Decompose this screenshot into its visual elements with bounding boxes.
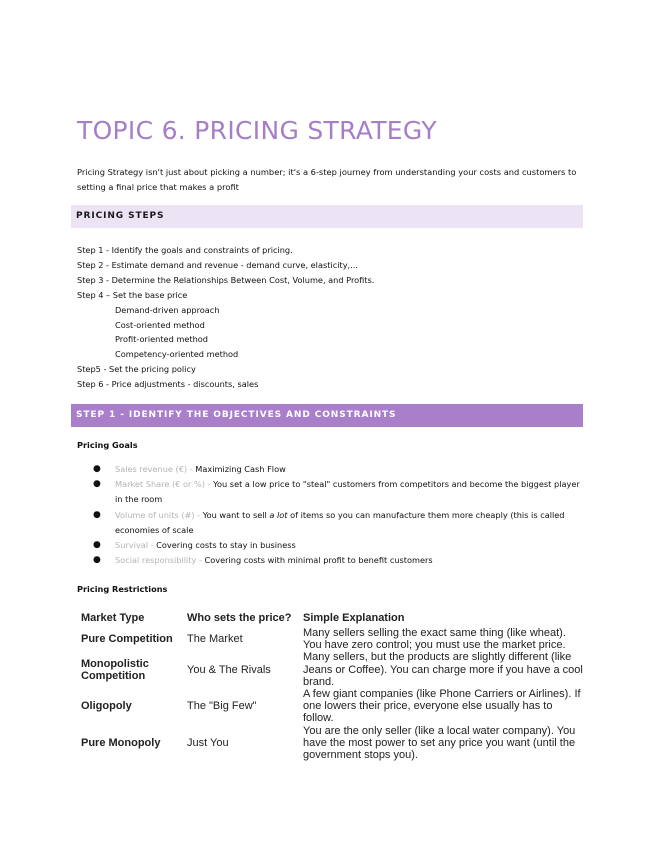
- goal-item: [77, 477, 582, 507]
- table-row: [77, 651, 589, 688]
- goal-term: Sales revenue (€) -: [115, 464, 196, 474]
- table-header-cell: Simple Explanation: [303, 612, 405, 624]
- bullet-icon: ●: [93, 540, 101, 551]
- table-row: [77, 688, 589, 725]
- intro-paragraph: Pricing Strategy isn't just about picking a number; it's a 6-step journey from understanding your costs and customers to setting a final price that makes a profit: [77, 167, 577, 192]
- goal-term: Volume of units (#) -: [115, 509, 203, 520]
- price-setter-cell: You & The Rivals: [187, 663, 271, 676]
- table-header-cell: Who sets the price?: [187, 612, 292, 624]
- market-types-table: [77, 609, 589, 761]
- goal-desc: You want to sell: [202, 509, 270, 520]
- pricing-restrictions-label: Pricing Restrictions: [77, 584, 168, 594]
- step-sub-line: Profit-oriented method: [115, 334, 209, 345]
- goal-term: Survival -: [115, 540, 157, 551]
- section-header-step1: STEP 1 - IDENTIFY THE OBJECTIVES AND CONSTRAINTS: [71, 404, 583, 427]
- pricing-goals-label: Pricing Goals: [77, 440, 138, 450]
- goal-item: [77, 538, 582, 553]
- price-setter-cell: The "Big Few": [187, 700, 257, 713]
- explanation-cell: A few giant companies (like Phone Carriers or Airlines). If one lowers their price, everyone else usually has to follow.: [303, 688, 581, 725]
- goal-item: [77, 462, 582, 477]
- step-line: Step 3 - Determine the Relationships Between Cost, Volume, and Profits.: [77, 274, 375, 285]
- goal-desc: Covering costs with minimal profit to benefit customers: [204, 555, 433, 566]
- explanation-cell: You are the only seller (like a local water company). You have the most power to set any price you want (until the government stops you).: [303, 724, 576, 762]
- step-line: Step 2 - Estimate demand and revenue - demand curve, elasticity,...: [77, 259, 358, 270]
- explanation-cell: Many sellers, but the products are slightly different (like Jeans or Coffee). You can charge more if you have a cool brand.: [303, 651, 583, 688]
- goal-item: [77, 508, 582, 538]
- page-title: TOPIC 6. PRICING STRATEGY: [77, 116, 437, 145]
- section-header-pricing-steps: PRICING STEPS: [71, 205, 583, 228]
- goal-desc: Covering costs to stay in business: [156, 540, 296, 551]
- bullet-icon: ●: [93, 555, 101, 566]
- market-type-cell: Oligopoly: [81, 700, 132, 713]
- price-setter-cell: Just You: [187, 736, 229, 749]
- goal-desc: Maximizing Cash Flow: [195, 464, 286, 474]
- table-header-cell: Market Type: [81, 612, 145, 624]
- goal-item: [77, 553, 582, 568]
- step-sub-line: Competency-oriented method: [115, 349, 239, 360]
- pricing-steps-list: [77, 243, 577, 392]
- goal-emphasis: a lot: [269, 509, 288, 520]
- table-row: [77, 627, 589, 651]
- step-line: Step 6 - Price adjustments - discounts, sales: [77, 379, 259, 390]
- step-sub-line: Cost-oriented method: [115, 319, 205, 330]
- goal-desc: You set a low price to "steal" customers from competitors and become the biggest player in the room: [115, 479, 580, 505]
- market-type-cell: Pure Monopoly: [81, 736, 161, 749]
- goal-term: Social responsibility -: [115, 555, 205, 566]
- step-line: Step 4 – Set the base price: [77, 289, 188, 300]
- goal-term: Market Share (€ or %) -: [115, 479, 214, 490]
- price-setter-cell: The Market: [187, 633, 243, 646]
- step-line: Step5 - Set the pricing policy: [77, 364, 196, 375]
- explanation-cell: Many sellers selling the exact same thing (like wheat). You have zero control; you must use the market price.: [303, 627, 566, 652]
- table-header-row: [77, 609, 589, 627]
- bullet-icon: ●: [93, 509, 101, 520]
- step-sub-line: Demand-driven approach: [115, 304, 220, 315]
- step-line: Step 1 - Identify the goals and constraints of pricing.: [77, 245, 293, 255]
- table-row: [77, 725, 589, 762]
- goal-desc: of items so you can manufacture them more cheaply (this is called economies of scale: [115, 509, 565, 535]
- bullet-icon: ●: [93, 464, 101, 474]
- pricing-goals-list: [77, 462, 582, 568]
- bullet-icon: ●: [93, 479, 101, 490]
- market-type-cell: Monopolistic Competition: [81, 657, 149, 682]
- market-type-cell: Pure Competition: [81, 633, 173, 646]
